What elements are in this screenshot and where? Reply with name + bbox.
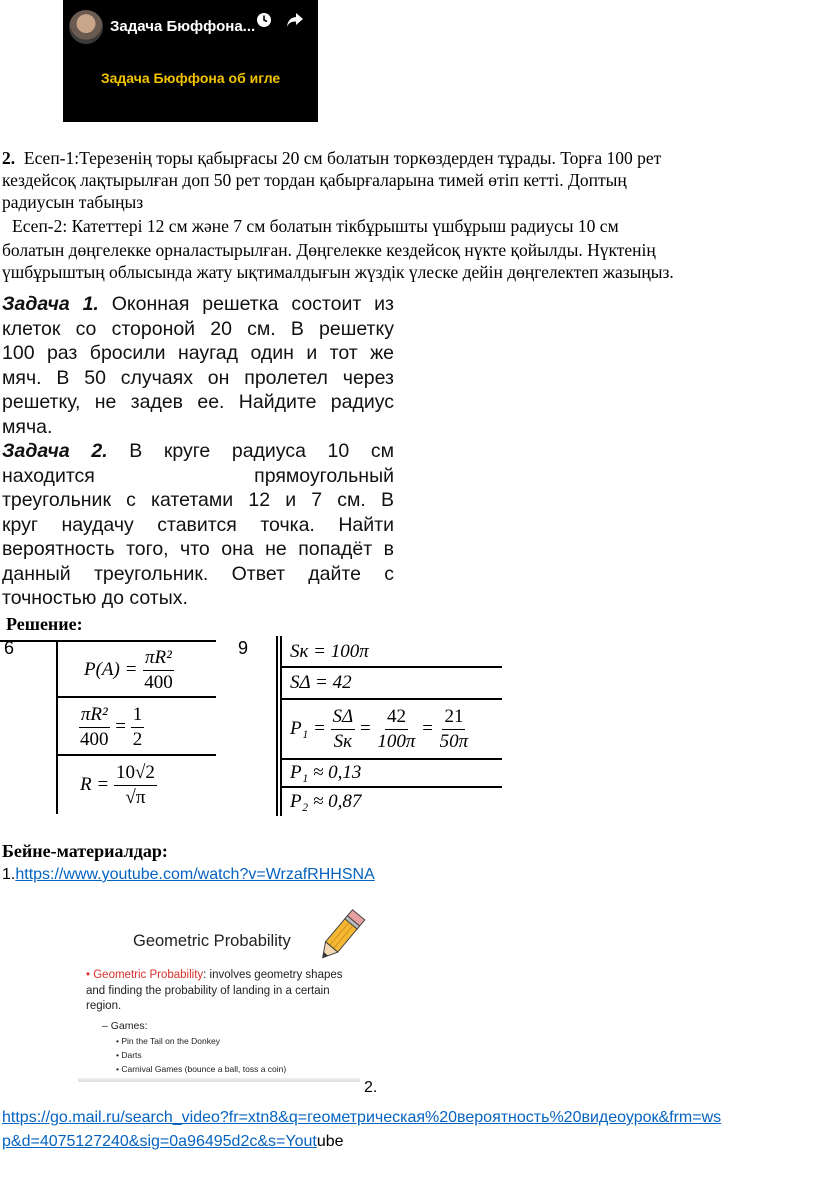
fraction-denominator: 400 [80,728,109,750]
channel-avatar [69,10,103,44]
formula-row-1: Sк = 100π [290,641,369,662]
problem-kz-text-1: Есеп-1:Терезенің торы қабырғасы 20 см болатын торкөздерден тұрады. Торға 100 рет [23,148,662,168]
formula-row-3 [80,758,157,812]
task-2-line: треугольник с катетами 12 и 7 см. В [2,489,394,511]
task-2-line: вероятность того, что она не попадёт в [2,538,394,560]
fraction-denominator: 100π [377,730,416,752]
task-1-line: клеток со стороной 20 см. В решетку [2,317,394,340]
formula-row-1 [84,644,175,696]
video-thumbnail[interactable] [63,0,318,122]
fraction-numerator: 21 [442,705,465,730]
solution-table-left [0,636,216,814]
fraction-numerator: 10√2 [114,761,157,786]
task-2-line: круг наудачу ставится точка. Найти [2,513,394,536]
table-rule [56,640,58,814]
fraction-numerator: πR² [79,703,110,728]
formula-row-2: SΔ = 42 [290,672,352,693]
fraction-denominator: Sк [333,730,353,752]
share-icon[interactable] [286,12,304,28]
reference-1-link[interactable]: https://www.youtube.com/watch?v=WrzafRHHSNA [15,866,375,883]
video-caption: Задача Бюффона об игле [100,70,281,86]
pencil-icon [314,906,366,968]
task-1-line: мяч. В 50 случаях он пролетел через [2,366,394,389]
clock-icon[interactable] [256,12,272,28]
slide-title: Geometric Probability [133,932,291,950]
bullet-dot-icon: • [86,969,91,981]
task-2-label: Задача 2. [2,440,108,462]
formula-lhs: P₁ = [290,718,326,739]
fraction-numerator: 42 [385,705,408,730]
solution-heading: Решение: [6,614,83,634]
task-1-line: решетку, не задев ее. Найдите радиус [2,391,394,413]
problem-number: 2. [2,148,16,168]
formula-row-4: P₁ ≈ 0,13 [290,762,362,783]
slide-list-text: Carnival Games (bounce a ball, toss a coin) [121,1064,287,1074]
task-2-line: точностью до сотых. [2,587,188,609]
solution-table-right [232,636,504,816]
fraction-numerator: πR² [143,646,174,671]
problem-kz-line-5: болатын дөңгелекке орналастырылған. Дөңгелекке кездейсоқ нүкте қойылды. Нүктенің [2,240,656,260]
task-1-line: мяча. [2,415,53,438]
slide-image [78,906,360,1082]
table-rule [56,754,216,756]
reference-2-link[interactable]: https://go.mail.ru/search_video?fr=xtn8&q=геометрическая%20вероятность%20видеоурок&frm=ws [2,1109,722,1126]
slide-list-item: • Pin the Tail on the Donkey [116,1036,220,1046]
fraction-denominator: √π [125,786,146,808]
problem-kz-line-4: Есеп-2: Катеттері 12 см және 7 см болатын тікбұрышты үшбұрыш радиусы 10 см [12,216,619,236]
reference-2-tail: ube [316,1133,344,1150]
fraction-numerator: 1 [131,703,145,728]
task-1-line: 100 раз бросили наугад один и тот же [2,342,394,364]
reference-2 [2,1106,721,1154]
slide-bottom-edge [78,1078,360,1082]
task-1-label: Задача 1. [2,293,99,315]
formula-lhs: R = [80,774,110,795]
equals-sign: = [115,716,126,737]
slide-list-text: Darts [121,1050,142,1060]
reference-number: 2. [364,1079,378,1096]
slide-list-item: • Carnival Games (bounce a ball, toss a coin) [116,1064,287,1074]
task-number: 9 [238,638,249,658]
formula-row-5: P₂ ≈ 0,87 [290,791,362,812]
fraction-numerator: SΔ [331,705,356,730]
slide-subheading: – Games: [102,1020,148,1032]
slide-list-text: Pin the Tail on the Donkey [121,1036,220,1046]
task-number: 6 [4,638,15,658]
problem-kz-line-1 [2,148,661,169]
problem-kz-line-2: кездейсоқ лақтырылған доп 50 рет тордан қабырғаларына тимей өтіп кетті. Доптың [2,170,627,190]
problem-kz-line-6: үшбұрыштың облысында жату ықтималдығын жүздік үлеске дейін дөңгелектеп жазыңыз. [2,262,674,282]
formula-row-2 [78,700,144,754]
task-1-line: Оконная решетка состоит из [111,293,394,315]
slide-highlight: Geometric Probability [93,969,204,981]
fraction-denominator: 50π [439,730,469,752]
table-rule [280,636,282,816]
fraction-denominator: 2 [132,728,143,750]
references-heading: Бейне-материалдар: [2,841,168,861]
problem-kz-line-3: радиусын табыңыз [2,192,144,212]
formula-lhs: P(A) = [84,659,138,680]
reference-number: 1. [2,866,16,883]
formula-row-3: P₁ = $\frac{S\Delta}{Sк}$ = $\frac{42}{100\pi}$ = $\frac{21}{50\pi}$ [290,705,469,752]
video-title: Задача Бюффона... [110,18,256,35]
task-2-line: В круге радиуса 10 см [129,440,394,462]
reference-1 [2,866,375,884]
problem-ru-block [2,292,394,611]
reference-2-link-cont[interactable]: p&d=4075127240&sig=0a96495d2c&s=Yout [2,1133,317,1150]
table-rule [0,640,216,642]
task-2-line: данный треугольник. Ответ дайте с [2,562,394,585]
slide-text: : involves geometry shapes and finding the probability of landing in a certain region. [86,969,343,1012]
slide-bullet-1 [86,968,356,1015]
table-rule [276,636,278,816]
table-rule [56,696,216,698]
task-2-line: находится прямоугольный [2,464,394,487]
fraction-denominator: 400 [144,671,173,693]
slide-list-item: • Darts [116,1050,142,1060]
